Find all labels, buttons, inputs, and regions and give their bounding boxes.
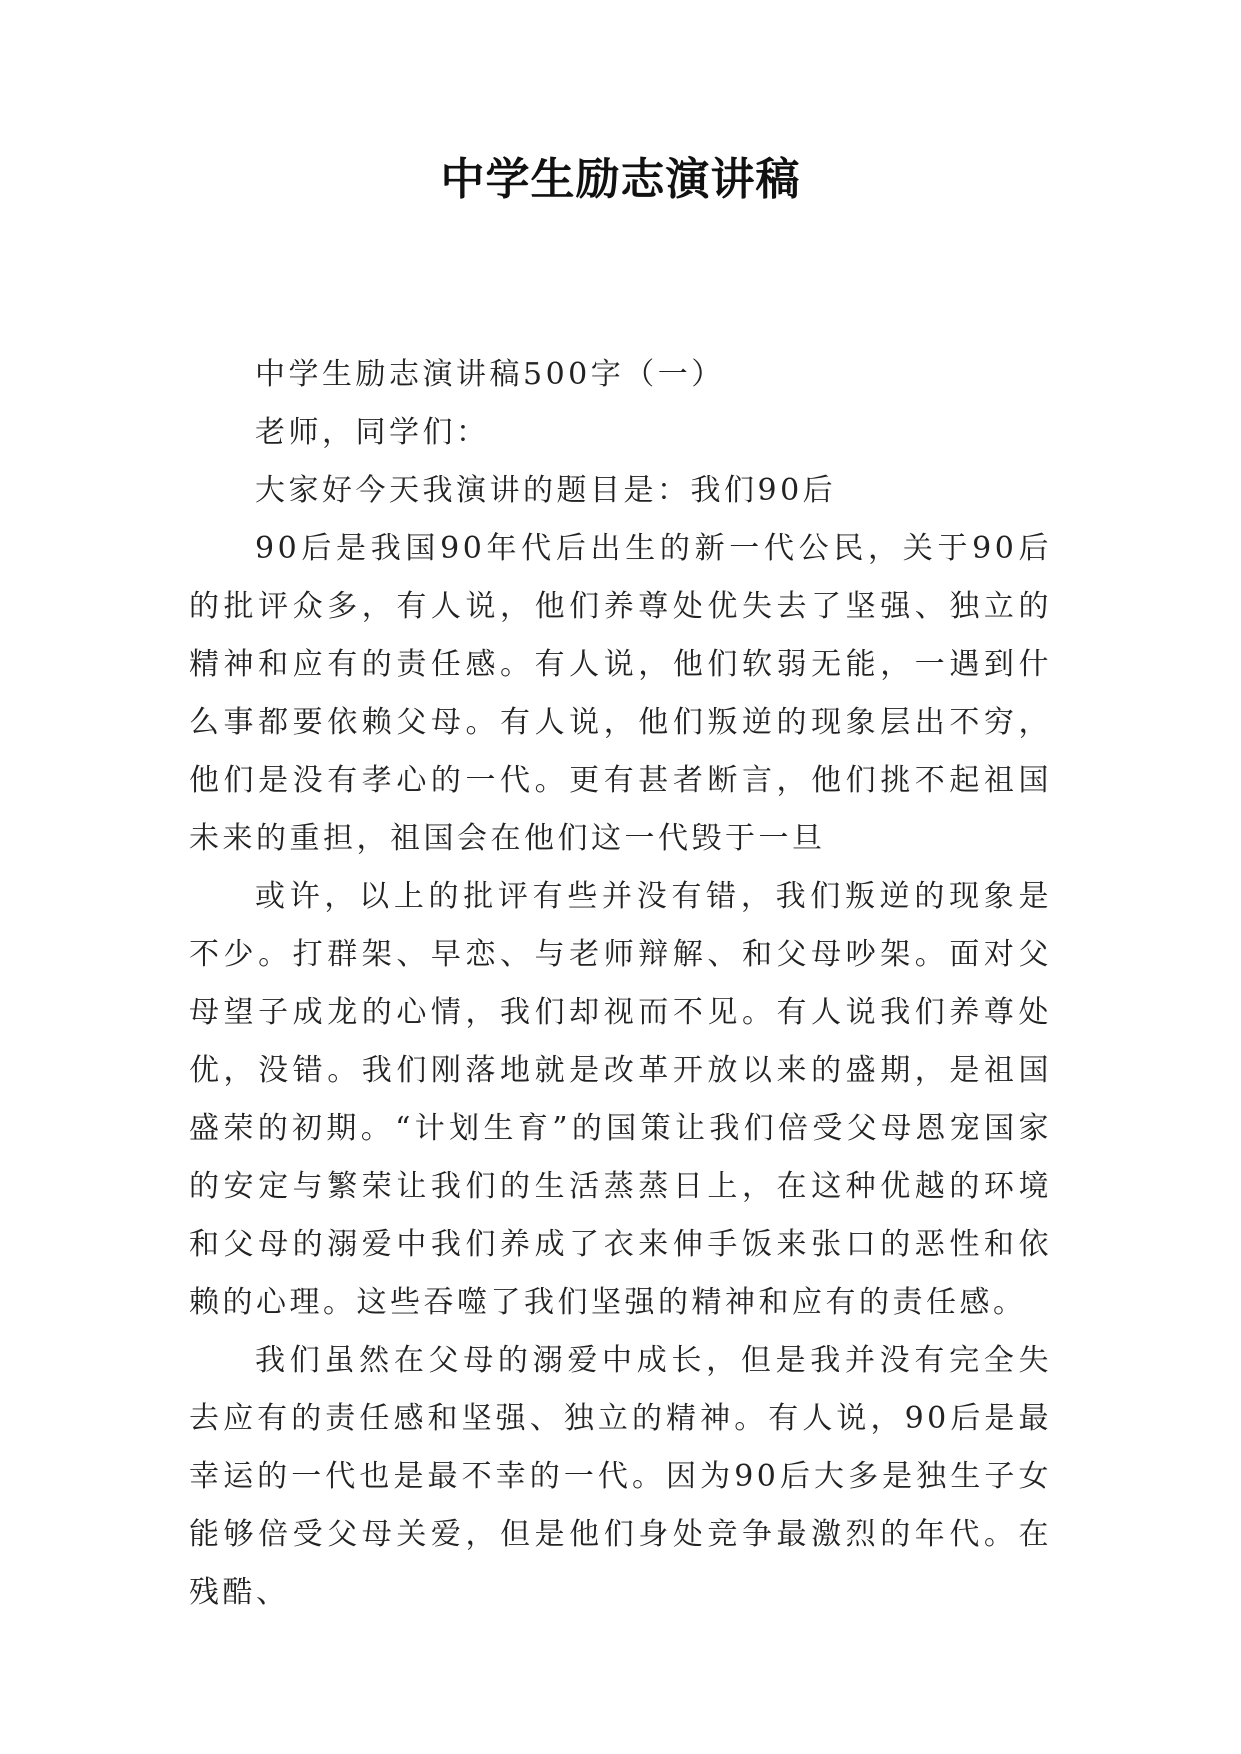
- paragraph-body: 我们虽然在父母的溺爱中成长，但是我并没有完全失去应有的责任感和坚强、独立的精神。有人说，90后是最幸运的一代也是最不幸的一代。因为90后大多是独生子女能够倍受父母关爱，但是他们身处竞争最激烈的年代。在残酷、: [189, 1343, 1052, 1610]
- paragraph-body: 90后是我国90年代后出生的新一代公民，关于90后的批评众多，有人说，他们养尊处优失去了坚强、独立的精神和应有的责任感。有人说，他们软弱无能，一遇到什么事都要依赖父母。有人说，他们叛逆的现象层出不穷，他们是没有孝心的一代。更有甚者断言，他们挑不起祖国未来的重担，祖国会在他们这一代毁于一旦: [189, 531, 1052, 856]
- paragraph-heading: 中学生励志演讲稿500字（一）: [255, 357, 725, 392]
- paragraph-body: 或许，以上的批评有些并没有错，我们叛逆的现象是不少。打群架、早恋、与老师辩解、和父母吵架。面对父母望子成龙的心情，我们却视而不见。有人说我们养尊处优，没错。我们刚落地就是改革开放以来的盛期，是祖国盛荣的初期。“计划生育”的国策让我们倍受父母恩宠国家的安定与繁荣让我们的生活蒸蒸日上，在这种优越的环境和父母的溺爱中我们养成了衣来伸手饭来张口的恶性和依赖的心理。这些吞噬了我们坚强的精神和应有的责任感。: [189, 879, 1052, 1320]
- document-title: 中学生励志演讲稿: [440, 154, 801, 205]
- paragraph-intro: 大家好今天我演讲的题目是：我们90后: [255, 473, 837, 508]
- document-body: [189, 346, 1052, 1622]
- paragraph-salutation: 老师，同学们：: [255, 415, 490, 450]
